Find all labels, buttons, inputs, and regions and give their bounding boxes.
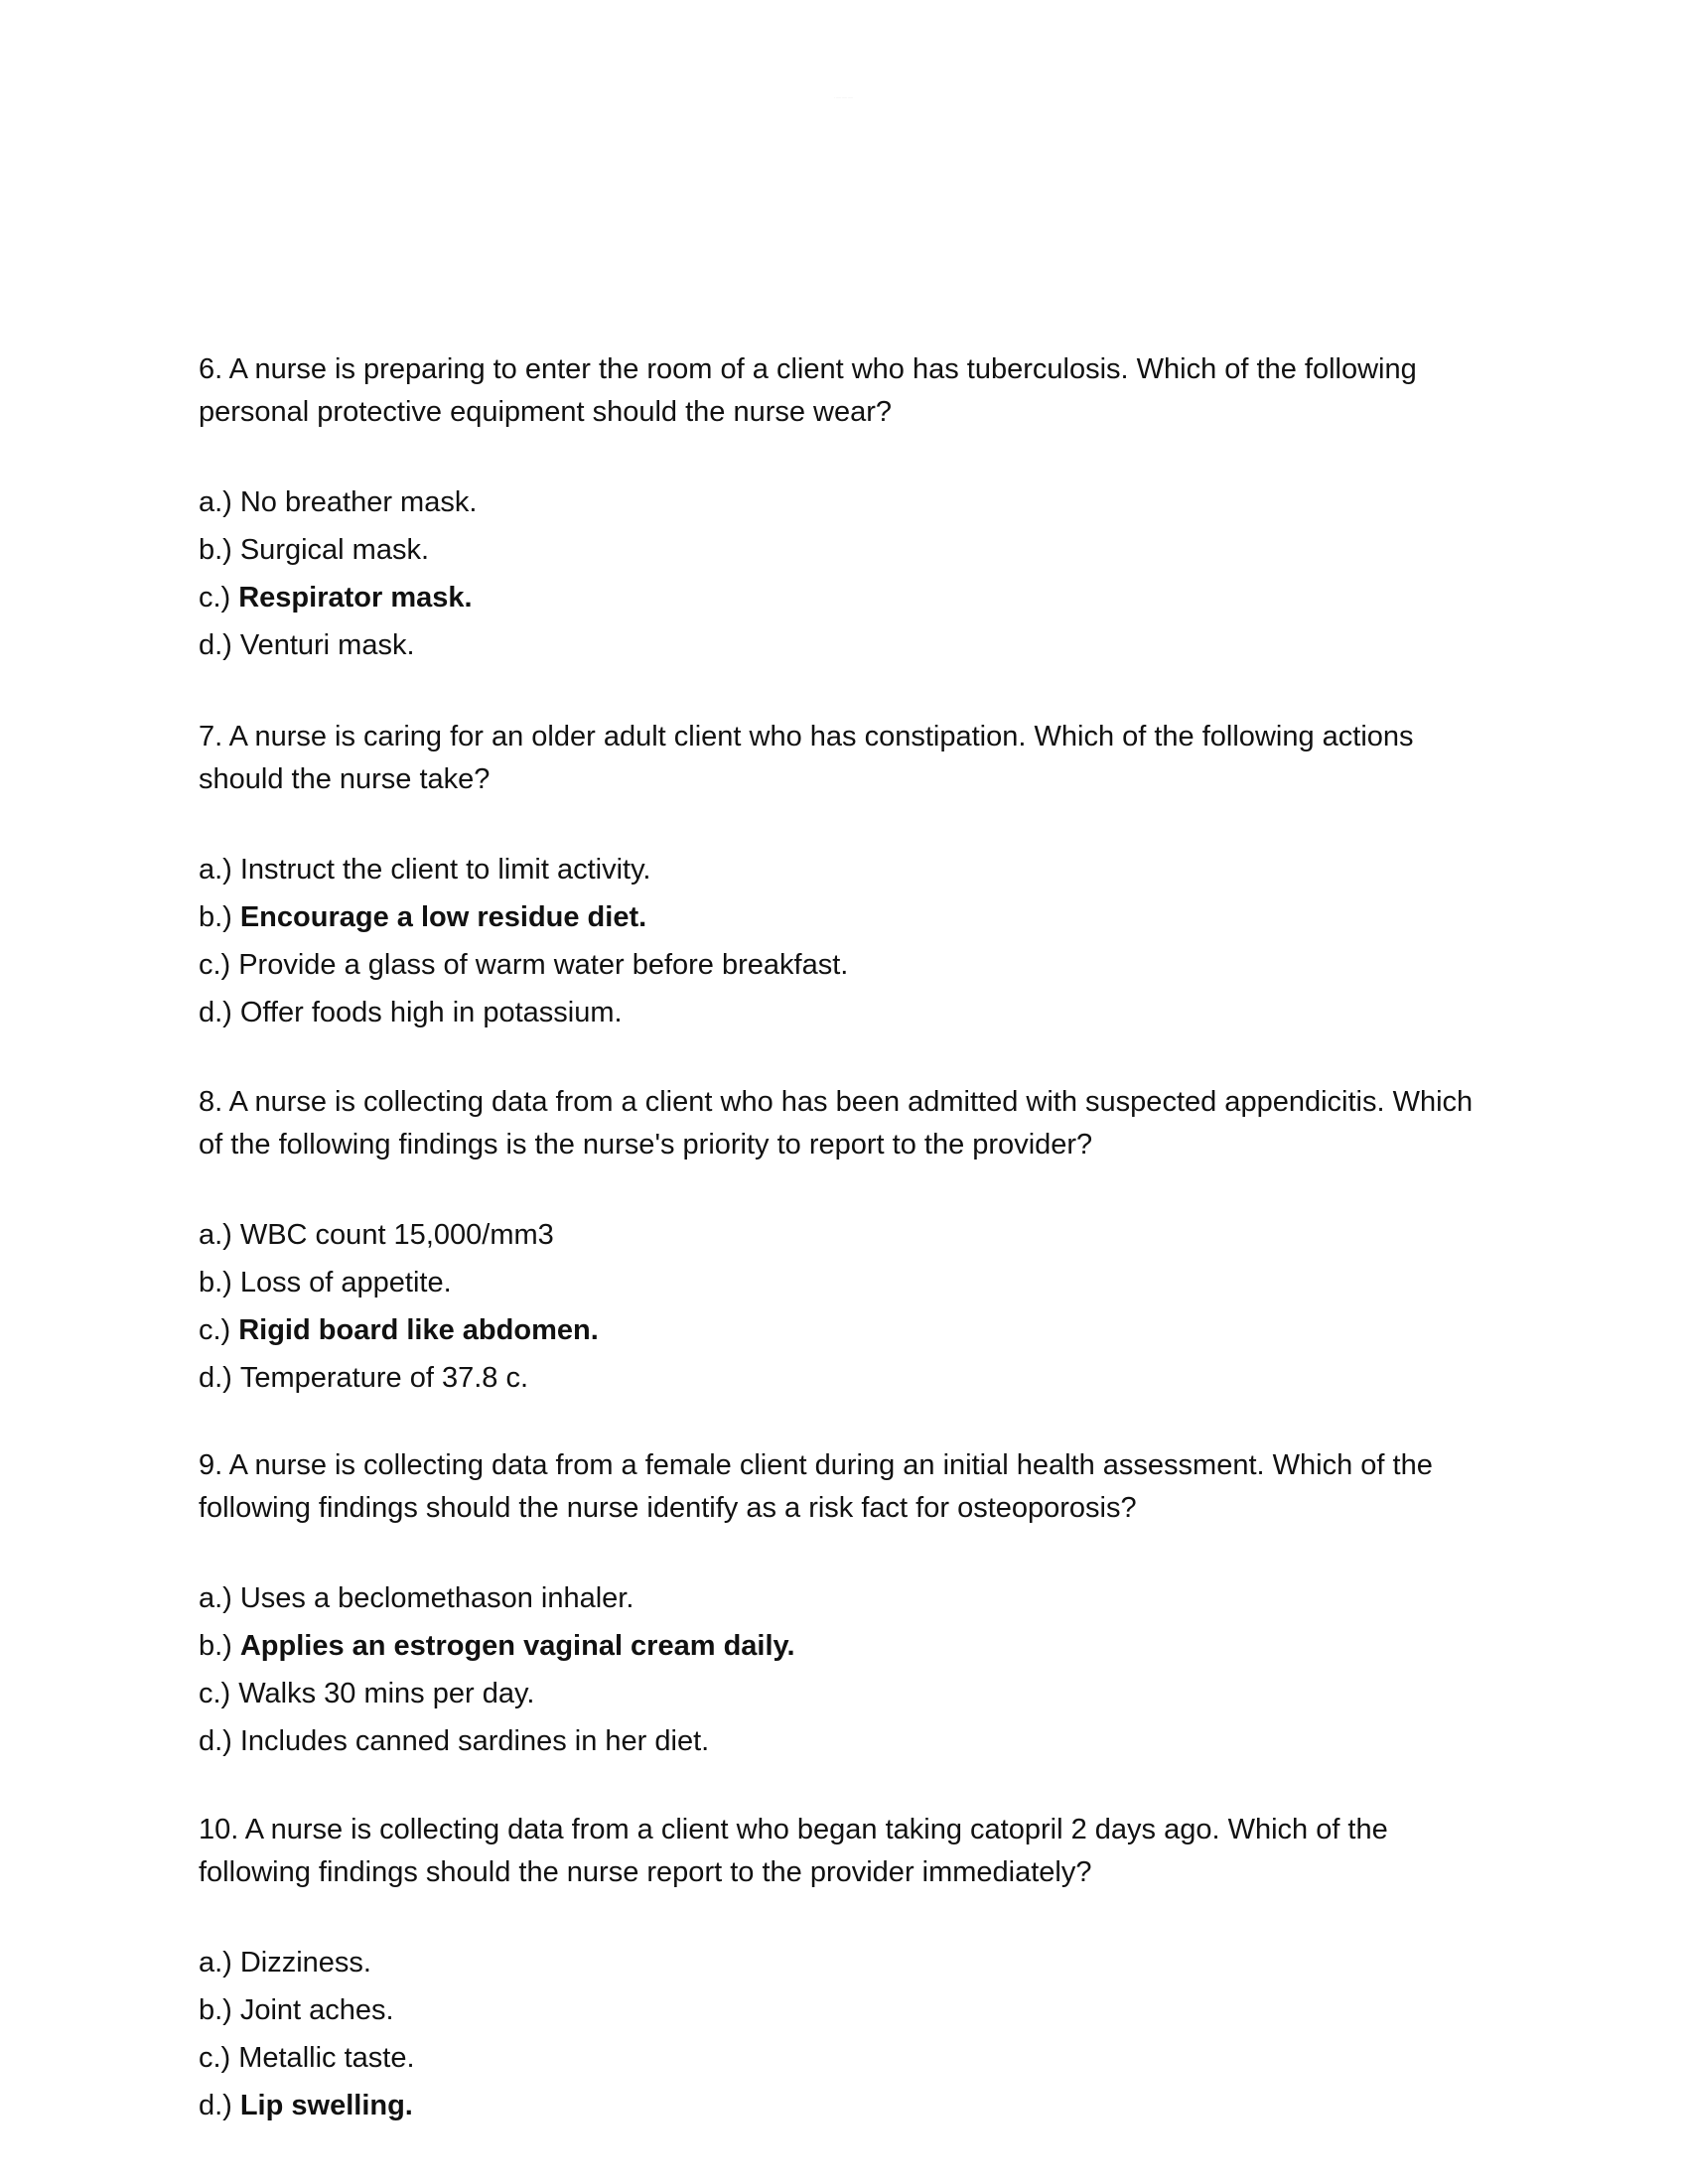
- option-letter: b.): [199, 1994, 232, 2026]
- question-stem: 10. A nurse is collecting data from a client who began taking catopril 2 days ago. Which of the following findings should the nurse report to the provider immediately?: [199, 1814, 1388, 1888]
- option-text: Lip swelling.: [239, 2090, 413, 2121]
- option-text: Uses a beclomethason inhaler.: [239, 1582, 634, 1614]
- option-letter: b.): [199, 1267, 232, 1298]
- option-b: [199, 1986, 415, 2034]
- option-text: Offer foods high in potassium.: [239, 997, 623, 1028]
- option-letter: a.): [199, 486, 232, 518]
- option-c-correct-answer: [199, 1306, 599, 1354]
- option-text: Rigid board like abdomen.: [238, 1314, 599, 1346]
- option-text: Metallic taste.: [238, 2042, 415, 2074]
- option-letter: d.): [199, 2090, 232, 2121]
- question-stem: 9. A nurse is collecting data from a female client during an initial health assessment. Which of the following findings should the nurse identify as a risk fact for osteoporosis?: [199, 1449, 1433, 1524]
- option-letter: c.): [199, 949, 231, 981]
- option-text: Applies an estrogen vaginal cream daily.: [239, 1630, 795, 1662]
- option-letter: c.): [199, 2042, 231, 2074]
- question-stem: 6. A nurse is preparing to enter the room of a client who has tuberculosis. Which of the following personal protective equipment should the nurse wear?: [199, 353, 1417, 428]
- option-c-correct-answer: [199, 574, 477, 621]
- option-text: Respirator mask.: [238, 582, 473, 614]
- option-text: Provide a glass of warm water before breakfast.: [238, 949, 849, 981]
- answer-options: [199, 846, 848, 1036]
- option-letter: b.): [199, 534, 232, 566]
- option-letter: a.): [199, 1219, 232, 1251]
- option-letter: c.): [199, 582, 231, 614]
- option-d: [199, 621, 477, 669]
- option-text: Walks 30 mins per day.: [238, 1678, 535, 1709]
- option-text: WBC count 15,000/mm3: [239, 1219, 554, 1251]
- option-text: Joint aches.: [239, 1994, 394, 2026]
- question-7: [199, 716, 1489, 1028]
- question-9: [199, 1444, 1489, 1757]
- option-d: [199, 1354, 599, 1402]
- question-stem: 7. A nurse is caring for an older adult client who has constipation. Which of the following actions should the nurse take?: [199, 721, 1414, 795]
- option-b-correct-answer: [199, 893, 848, 941]
- option-text: Encourage a low residue diet.: [239, 901, 647, 933]
- option-letter: d.): [199, 997, 232, 1028]
- option-letter: c.): [199, 1678, 231, 1709]
- option-b: [199, 526, 477, 574]
- question-8: [199, 1081, 1489, 1394]
- option-d: [199, 1717, 795, 1765]
- option-text: Dizziness.: [239, 1947, 371, 1979]
- answer-options: [199, 1939, 415, 2129]
- option-a: [199, 1574, 795, 1622]
- option-text: No breather mask.: [239, 486, 478, 518]
- option-letter: a.): [199, 854, 232, 886]
- option-a: [199, 478, 477, 526]
- option-a: [199, 1939, 415, 1986]
- option-b-correct-answer: [199, 1622, 795, 1670]
- option-letter: d.): [199, 1362, 232, 1394]
- option-text: Surgical mask.: [239, 534, 430, 566]
- option-letter: d.): [199, 1725, 232, 1757]
- option-letter: a.): [199, 1947, 232, 1979]
- answer-options: [199, 1574, 795, 1765]
- option-a: [199, 846, 848, 893]
- option-letter: a.): [199, 1582, 232, 1614]
- option-text: Includes canned sardines in her diet.: [239, 1725, 710, 1757]
- option-text: Instruct the client to limit activity.: [239, 854, 651, 886]
- option-letter: d.): [199, 629, 232, 661]
- question-10: [199, 1809, 1489, 2121]
- answer-options: [199, 1211, 599, 1402]
- option-text: Loss of appetite.: [239, 1267, 452, 1298]
- question-stem: 8. A nurse is collecting data from a client who has been admitted with suspected appendicitis. Which of the following findings is the nurse's priority to report to the provider?: [199, 1086, 1474, 1160]
- option-text: Temperature of 37.8 c.: [239, 1362, 528, 1394]
- option-c: [199, 2034, 415, 2082]
- option-text: Venturi mask.: [239, 629, 415, 661]
- option-c: [199, 941, 848, 989]
- option-letter: c.): [199, 1314, 231, 1346]
- question-6: [199, 348, 1489, 661]
- option-b: [199, 1259, 599, 1306]
- option-d-correct-answer: [199, 2082, 415, 2129]
- option-a: [199, 1211, 599, 1259]
- option-letter: b.): [199, 901, 232, 933]
- option-c: [199, 1670, 795, 1717]
- header-mark: ················: [834, 95, 854, 99]
- answer-options: [199, 478, 477, 669]
- option-d: [199, 989, 848, 1036]
- option-letter: b.): [199, 1630, 232, 1662]
